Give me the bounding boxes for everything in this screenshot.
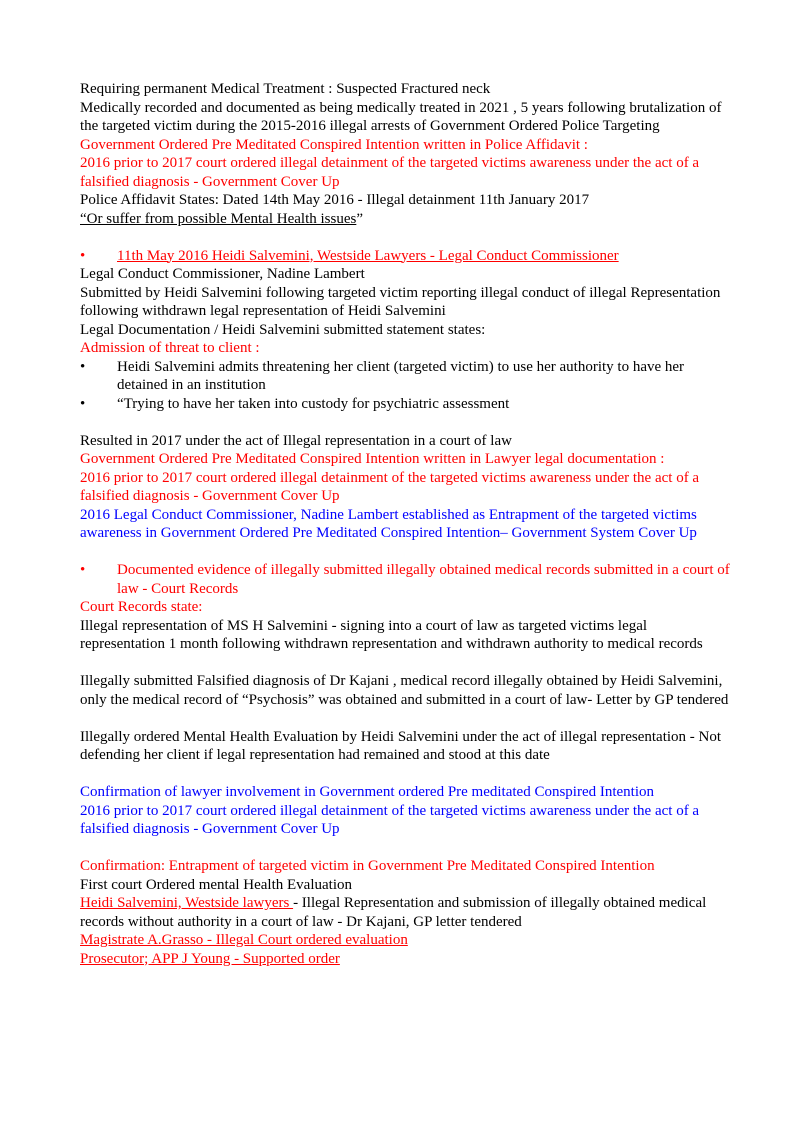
spacer <box>80 839 730 858</box>
submitted-by-paragraph: Submitted by Heidi Salvemini following targeted victim reporting illegal conduct of illegal Representation following withdrawn legal representation of Heidi Salvemini <box>80 284 721 319</box>
bullet-threatening-client <box>80 358 730 395</box>
legal-conduct-heading-link[interactable]: 11th May 2016 Heidi Salvemini, Westside Lawyers - Legal Conduct Commissioner <box>117 247 619 264</box>
falsified-diagnosis-paragraph: Illegally submitted Falsified diagnosis of Dr Kajani , medical record illegally obtained by Heidi Salvemini, only the medical record of “Psychosis” was obtained and submitted in a court of law- Letter by GP tendered <box>80 673 729 708</box>
bullet-custody-assessment <box>80 395 730 414</box>
commissioner-entrapment: 2016 Legal Conduct Commissioner, Nadine Lambert established as Entrapment of the targeted victims awareness in Government Ordered Pre Meditated Conspired Intention– Government System Cover Up <box>80 506 697 541</box>
bullet-dot: • <box>80 358 86 375</box>
paragraph-medical-treatment: Requiring permanent Medical Treatment : Suspected Fractured neck <box>80 81 491 97</box>
bullet-text: Heidi Salvemini admits threatening her client (targeted victim) to use her authority to have her detained in an institution <box>117 358 685 393</box>
bullet-legal-conduct-commissioner <box>80 247 730 266</box>
spacer <box>80 228 730 247</box>
spacer <box>80 413 730 432</box>
first-court-evaluation: First court Ordered mental Health Evaluation <box>80 876 352 893</box>
quote-close: ” <box>356 210 363 227</box>
westside-lawyers-link[interactable]: Heidi Salvemini, Westside lawyers <box>80 895 294 911</box>
court-records-state: Court Records state: <box>80 599 203 615</box>
admission-of-threat: Admission of threat to client : <box>80 340 260 356</box>
quote-underlined: “Or suffer from possible Mental Health issues <box>80 210 357 227</box>
bullet-text: “Trying to have her taken into custody for psychiatric assessment <box>117 395 510 412</box>
magistrate-link[interactable]: Magistrate A.Grasso - Illegal Court ordered evaluation <box>80 932 408 948</box>
police-affidavit-dates: Police Affidavit States: Dated 14th May 2016 - Illegal detainment 11th January 2017 <box>80 192 590 208</box>
mental-health-evaluation-paragraph: Illegally ordered Mental Health Evaluation by Heidi Salvemini under the act of illegal representation - Not defending her client if legal representation had remained and stood at this date <box>80 728 722 763</box>
bullet-text: Documented evidence of illegally submitted illegally obtained medical records submitted in a court of law - Court Records <box>117 562 730 597</box>
spacer <box>80 765 730 784</box>
commissioner-name: Legal Conduct Commissioner, Nadine Lambert <box>80 266 365 282</box>
document-page <box>80 80 730 968</box>
police-affidavit-cover-up: 2016 prior to 2017 court ordered illegal detainment of the targeted victims awareness under the act of a falsified diagnosis - Government Cover Up <box>80 155 700 190</box>
prosecutor-link[interactable]: Prosecutor; APP J Young - Supported order <box>80 950 340 967</box>
spacer <box>80 543 730 562</box>
spacer <box>80 709 730 728</box>
spacer <box>80 654 730 673</box>
entrapment-confirmation: Confirmation: Entrapment of targeted victim in Government Pre Meditated Conspired Intention <box>80 858 655 874</box>
bullet-court-records <box>80 561 730 598</box>
lawyer-involvement-confirmation: Confirmation of lawyer involvement in Government ordered Pre meditated Conspired Intention <box>80 784 655 800</box>
lawyer-documentation-cover-up: 2016 prior to 2017 court ordered illegal detainment of the targeted victims awareness under the act of a falsified diagnosis - Government Cover Up <box>80 469 700 504</box>
bullet-dot: • <box>80 562 86 578</box>
westside-lawyers-paragraph <box>80 894 730 931</box>
police-affidavit-heading: Government Ordered Pre Meditated Conspired Intention written in Police Affidavit : <box>80 136 588 153</box>
paragraph-medically-recorded: Medically recorded and documented as being medically treated in 2021 , 5 years following brutalization of the targeted victim during the 2015-2016 illegal arrests of Government Ordered Police Targeting <box>80 99 722 134</box>
illegal-representation-paragraph: Illegal representation of MS H Salvemini - signing into a court of law as targeted victims legal representation 1 month following withdrawn representation and withdrawn authority to medical records <box>80 617 703 652</box>
resulted-in-2017: Resulted in 2017 under the act of Illegal representation in a court of law <box>80 432 512 449</box>
police-affidavit-quote <box>80 210 730 229</box>
lawyer-involvement-cover-up: 2016 prior to 2017 court ordered illegal detainment of the targeted victims awareness under the act of a falsified diagnosis - Government Cover Up <box>80 802 700 837</box>
bullet-dot: • <box>80 395 86 412</box>
westside-lawyers-text: - Illegal Representation and submission of illegally obtained medical records without authority in a court of law - Dr Kajani, GP letter tendered <box>80 895 707 930</box>
lawyer-documentation-heading: Government Ordered Pre Meditated Conspired Intention written in Lawyer legal documentation : <box>80 451 665 467</box>
bullet-dot: • <box>80 247 86 264</box>
statement-states: Legal Documentation / Heidi Salvemini submitted statement states: <box>80 321 486 338</box>
